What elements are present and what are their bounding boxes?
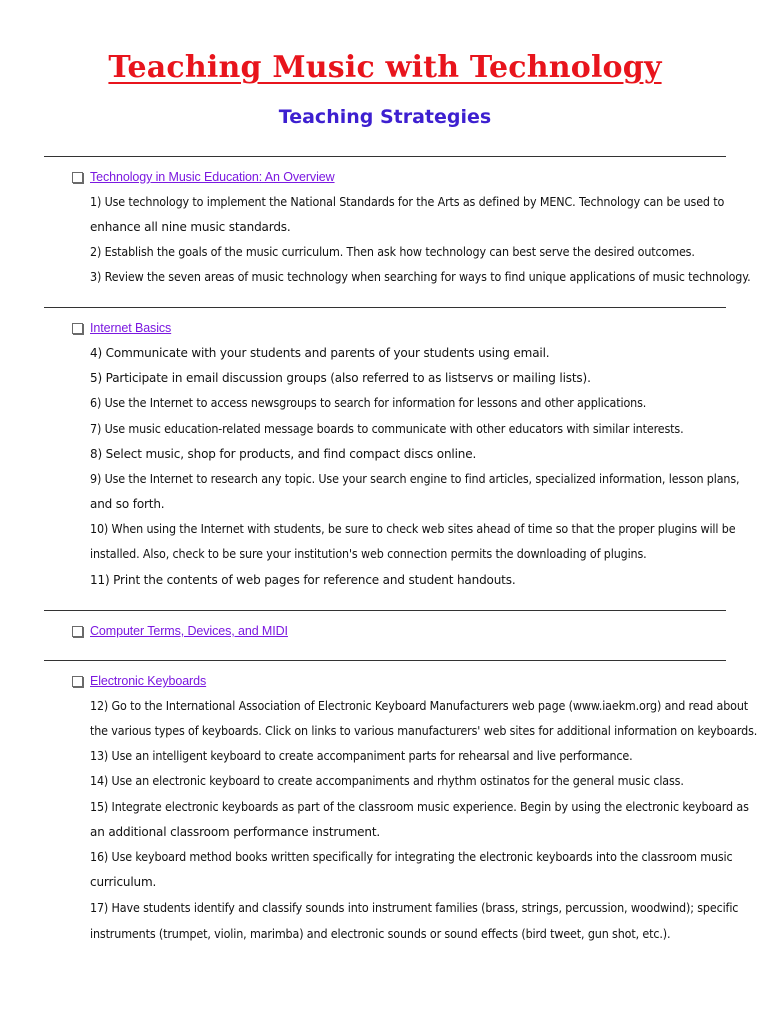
link-electronic-keyboards[interactable]: Electronic Keyboards bbox=[90, 674, 207, 688]
checkbox-bullet-icon bbox=[72, 626, 83, 637]
list-item: 3) Review the seven areas of music technology when searching for ways to find unique applications of music technology. bbox=[90, 270, 751, 284]
section-header-internet-basics bbox=[72, 321, 171, 335]
list-item: 4) Communicate with your students and parents of your students using email. bbox=[90, 346, 550, 360]
list-item: installed. Also, check to be sure your institution's web connection permits the downloading of plugins. bbox=[90, 547, 647, 561]
checkbox-bullet-icon bbox=[72, 172, 83, 183]
list-item: 10) When using the Internet with students, be sure to check web sites ahead of time so that the proper plugins will be bbox=[90, 522, 736, 536]
list-item: 13) Use an intelligent keyboard to create accompaniment parts for rehearsal and live performance. bbox=[90, 749, 633, 763]
divider bbox=[44, 610, 726, 611]
list-item: 8) Select music, shop for products, and find compact discs online. bbox=[90, 447, 477, 461]
divider bbox=[44, 660, 726, 661]
page-title: Teaching Music with Technology bbox=[108, 50, 662, 85]
list-item: the various types of keyboards. Click on links to various manufacturers' web sites for additional information on keyboards. bbox=[90, 724, 758, 738]
list-item: an additional classroom performance instrument. bbox=[90, 825, 381, 839]
list-item: 17) Have students identify and classify sounds into instrument families (brass, strings, percussion, woodwind); specific bbox=[90, 901, 739, 915]
section-header-technology-overview bbox=[72, 170, 335, 184]
list-item: 5) Participate in email discussion groups (also referred to as listservs or mailing lists). bbox=[90, 371, 591, 385]
list-item: 9) Use the Internet to research any topic. Use your search engine to find articles, specialized information, lesson plans, bbox=[90, 472, 740, 486]
list-item: 7) Use music education-related message boards to communicate with other educators with similar interests. bbox=[90, 422, 684, 436]
list-item: 6) Use the Internet to access newsgroups to search for information for lessons and other applications. bbox=[90, 396, 647, 410]
section-header-electronic-keyboards bbox=[72, 674, 206, 688]
link-computer-terms[interactable]: Computer Terms, Devices, and MIDI bbox=[90, 624, 288, 638]
list-item: 15) Integrate electronic keyboards as part of the classroom music experience. Begin by using the electronic keyboard as bbox=[90, 800, 749, 814]
page-subtitle: Teaching Strategies bbox=[278, 106, 492, 128]
list-item: instruments (trumpet, violin, marimba) and electronic sounds or sound effects (bird tweet, gun shot, etc.). bbox=[90, 927, 671, 941]
list-item: enhance all nine music standards. bbox=[90, 220, 291, 234]
list-item: 11) Print the contents of web pages for reference and student handouts. bbox=[90, 573, 516, 587]
list-item: and so forth. bbox=[90, 497, 165, 511]
list-item: curriculum. bbox=[90, 875, 157, 889]
divider bbox=[44, 307, 726, 308]
link-technology-overview[interactable]: Technology in Music Education: An Overview bbox=[90, 170, 335, 184]
section-header-computer-terms bbox=[72, 624, 288, 638]
list-item: 1) Use technology to implement the National Standards for the Arts as defined by MENC. Technology can be used to bbox=[90, 195, 725, 209]
checkbox-bullet-icon bbox=[72, 676, 83, 687]
checkbox-bullet-icon bbox=[72, 323, 83, 334]
divider bbox=[44, 156, 726, 157]
list-item: 14) Use an electronic keyboard to create accompaniments and rhythm ostinatos for the general music class. bbox=[90, 774, 684, 788]
list-item: 2) Establish the goals of the music curriculum. Then ask how technology can best serve the desired outcomes. bbox=[90, 245, 695, 259]
list-item: 12) Go to the International Association of Electronic Keyboard Manufacturers web page (www.iaekm.org) and read about bbox=[90, 699, 749, 713]
list-item: 16) Use keyboard method books written specifically for integrating the electronic keyboards into the classroom music bbox=[90, 850, 733, 864]
link-internet-basics[interactable]: Internet Basics bbox=[90, 321, 172, 335]
